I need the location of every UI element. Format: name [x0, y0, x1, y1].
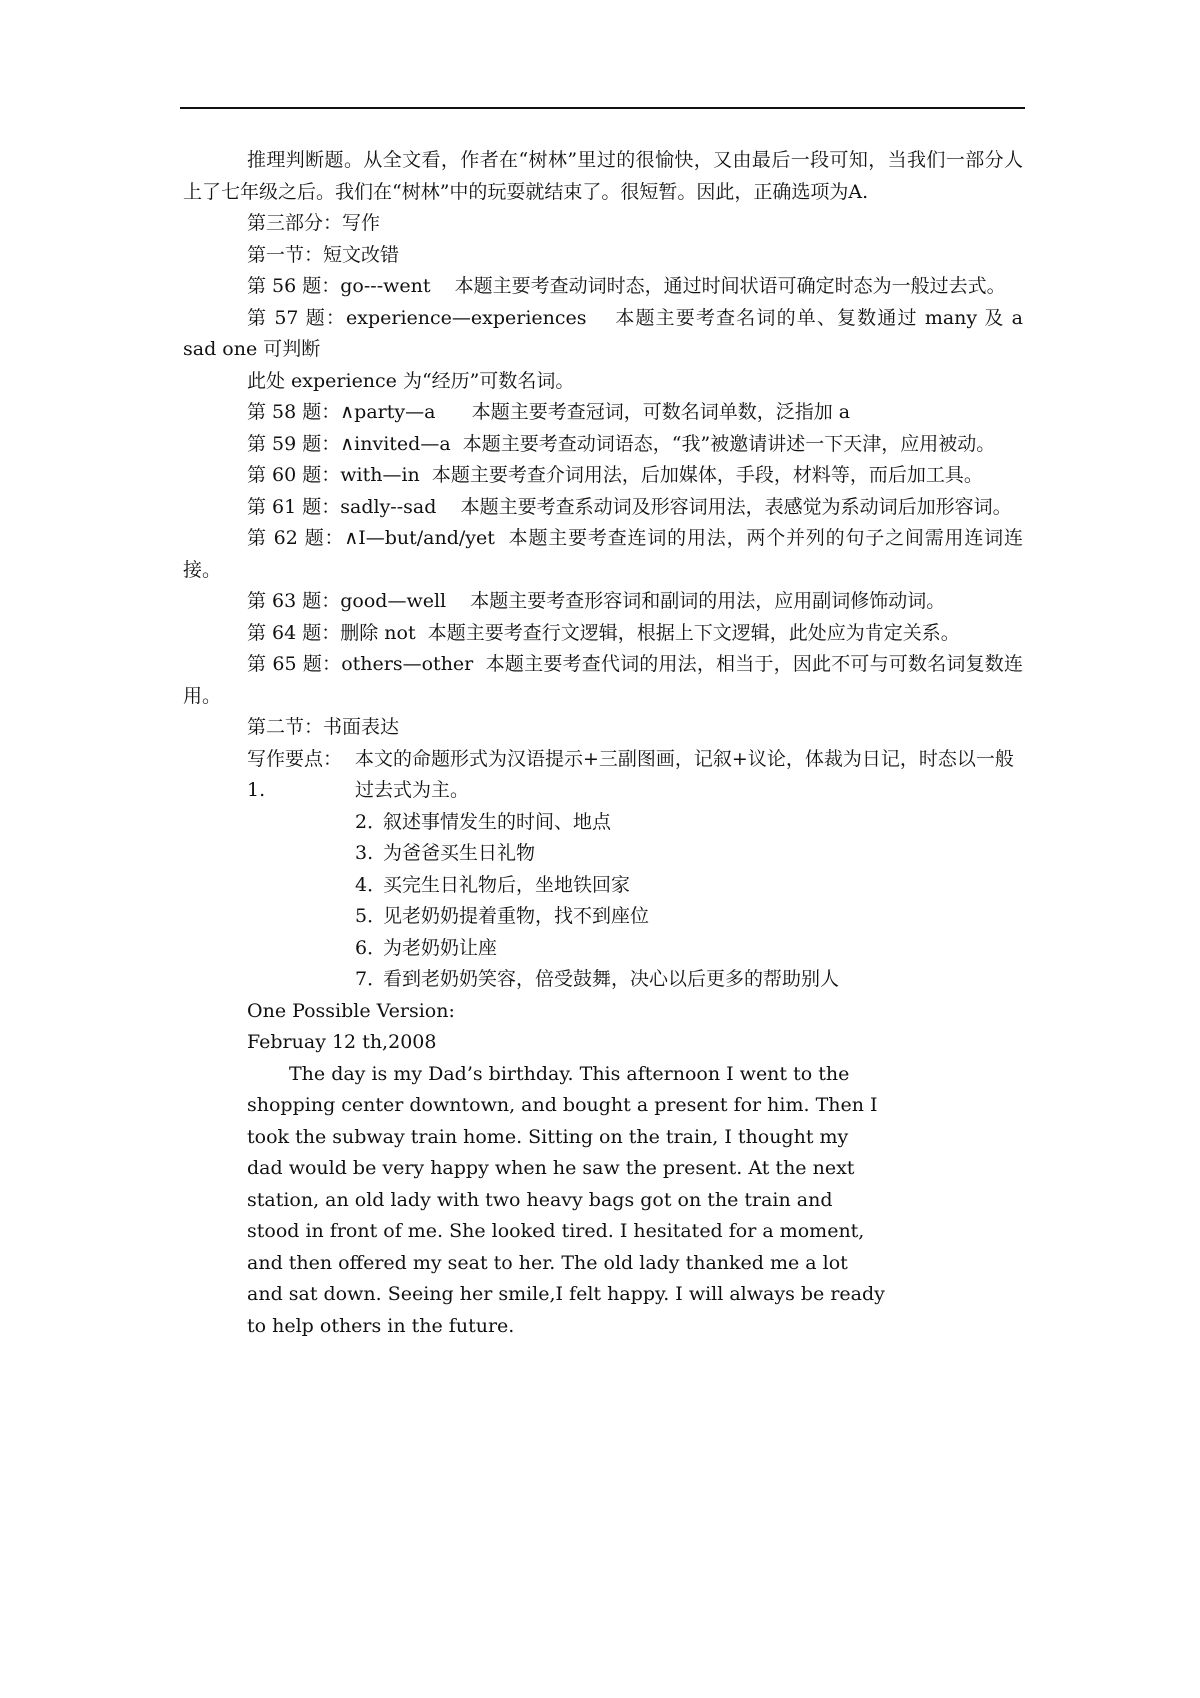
correction-item	[183, 271, 1023, 303]
correction-item	[183, 586, 1023, 618]
correction-item	[183, 303, 1023, 366]
intro-paragraph: 推理判断题。从全文看，作者在“树林”里过的很愉快，又由最后一段可知，当我们一部分人上了七年级之后。我们在“树林”中的玩耍就结束了。很短暂。因此，正确选项为A.	[183, 149, 1023, 203]
points-lead: 写作要点：1.	[247, 747, 343, 801]
subsection-title: 第二节：书面表达	[247, 716, 400, 738]
correction-label: 第 58 题：∧party—a	[247, 401, 436, 423]
correction-label: 第 56 题：go---went	[247, 275, 431, 297]
point-item: 6．为老奶奶让座	[355, 936, 498, 959]
correction-text: 本题主要考查名词的单、复数通过 many 及 a sad one 可判断	[183, 306, 1024, 360]
point-item: 4．买完生日礼物后，坐地铁回家	[355, 873, 631, 896]
corrections-list	[183, 271, 1023, 712]
correction-item	[183, 649, 1023, 712]
correction-label: 第 63 题：good—well	[247, 590, 447, 612]
point-1: 本文的命题形式为汉语提示+三副图画，记叙+议论，体裁为日记，时态以一般过去式为主。	[355, 747, 1014, 801]
correction-item	[183, 429, 1023, 461]
correction-text: 本题主要考查冠词，可数名词单数，泛指加 a	[471, 401, 851, 423]
sample-essay	[183, 1059, 887, 1343]
correction-text: 此处 experience 为“经历”可数名词。	[247, 369, 575, 392]
correction-text: 本题主要考查代词的用法，相当于，因此不可与可数名词复数连用。	[183, 653, 1023, 707]
correction-label: 第 62 题：∧I—but/and/yet	[247, 527, 495, 549]
correction-label: 第 60 题：with—in	[247, 464, 420, 486]
point-item: 5．见老奶奶提着重物，找不到座位	[355, 905, 650, 927]
correction-item	[183, 366, 1023, 398]
document-body	[183, 145, 1023, 1342]
header-rule	[180, 107, 1025, 109]
section-title: 第三部分：写作	[247, 212, 381, 234]
writing-points	[183, 744, 1023, 807]
correction-text: 本题主要考查行文逻辑，根据上下文逻辑，此处应为肯定关系。	[427, 621, 960, 644]
correction-label: 第 59 题：∧invited—a	[247, 432, 451, 455]
correction-item	[183, 492, 1023, 524]
correction-item	[183, 618, 1023, 650]
correction-label: 第 61 题：sadly--sad	[247, 495, 437, 518]
essay-text: The day is my Dad’s birthday. This afternoon I went to the shopping center downtown, and bought a present for him. Then I took the subway train home. Sitting on the train, I thought my dad would be very happy when he saw the present. At the next station, an old lady with two heavy bags got on the train and stood in front of me. She looked tired. I hesitated for a moment, and then offered my seat to her. The old lady thanked me a lot and sat down. Seeing her smile,I felt happy. I will always be ready to help others in the future.	[247, 1062, 885, 1337]
correction-item	[183, 460, 1023, 492]
version-label: One Possible Version:	[247, 999, 455, 1022]
correction-text: 本题主要考查介词用法，后加媒体，手段，材料等，而后加工具。	[431, 464, 983, 486]
point-item: 2．叙述事情发生的时间、地点	[355, 810, 612, 833]
correction-label: 第 64 题：删除 not	[247, 621, 416, 644]
essay-date: Februay 12 th,2008	[247, 1031, 437, 1053]
subsection-title: 第一节：短文改错	[247, 243, 400, 266]
correction-label: 第 57 题：experience—experiences	[247, 306, 587, 329]
correction-item	[183, 397, 1023, 429]
correction-label: 第 65 题：others—other	[247, 653, 474, 675]
point-item: 3. 为爸爸买生日礼物	[355, 842, 536, 864]
correction-text: 本题主要考查形容词和副词的用法，应用副词修饰动词。	[470, 590, 946, 612]
correction-item	[183, 523, 1023, 586]
correction-text: 本题主要考查系动词及形容词用法，表感觉为系动词后加形容词。	[460, 495, 1012, 518]
correction-text: 本题主要考查动词时态，通过时间状语可确定时态为一般过去式。	[454, 275, 1006, 297]
correction-text: 本题主要考查连词的用法，两个并列的句子之间需用连词连接。	[183, 527, 1023, 581]
point-item: 7．看到老奶奶笑容，倍受鼓舞，决心以后更多的帮助别人	[355, 968, 840, 990]
correction-text: 本题主要考查动词语态，“我”被邀请讲述一下天津，应用被动。	[462, 432, 996, 455]
